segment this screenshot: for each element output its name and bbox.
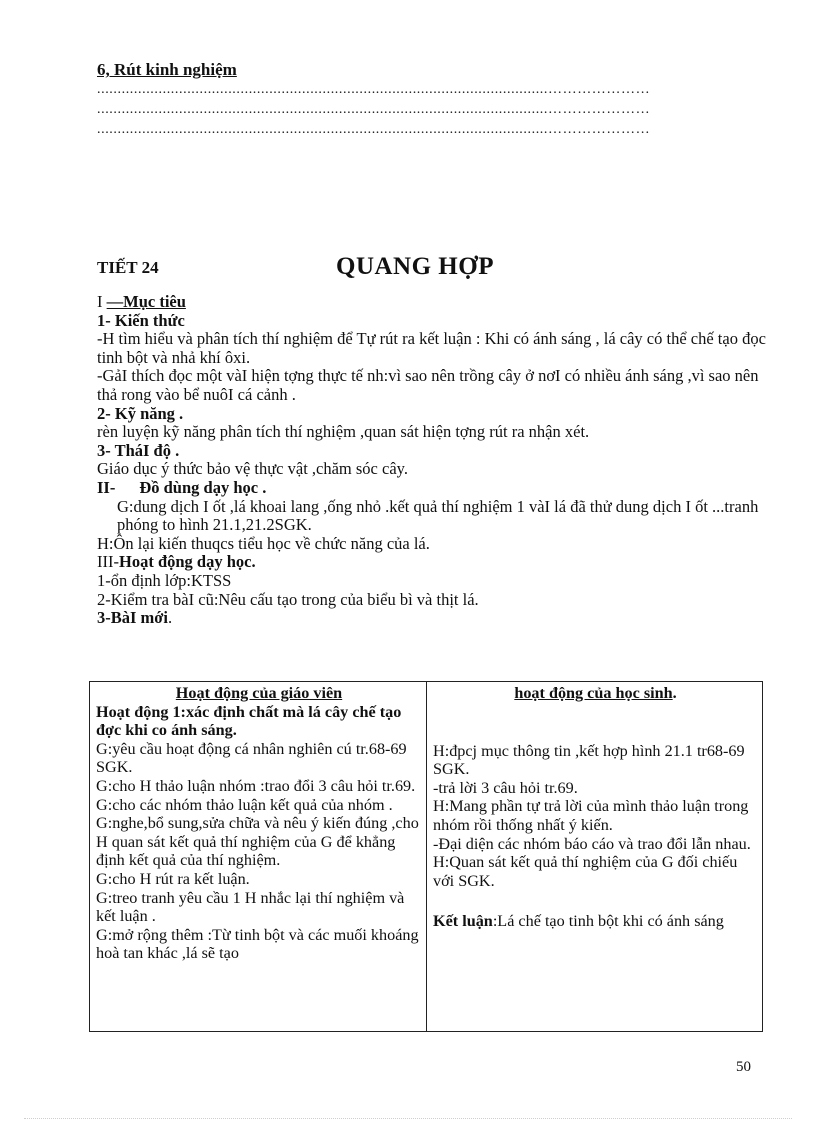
activity-title: Hoạt động 1:xác định chất mà lá cây chế tạo đợc khi co ánh sáng. xyxy=(96,702,402,740)
activities-table xyxy=(89,681,763,1032)
teacher-step: G:cho các nhóm thảo luận kết quả của nhóm . xyxy=(96,795,393,814)
teacher-step: G:mở rộng thêm :Từ tinh bột và các muối khoáng hoà tan khác ,lá sẽ tạo xyxy=(96,925,419,963)
teacher-column-header: Hoạt động của giáo viên xyxy=(175,684,343,702)
teacher-step: G:treo tranh yêu cầu 1 H nhắc lại thí nghiệm và kết luận . xyxy=(96,888,405,926)
page-number: 50 xyxy=(736,1059,751,1075)
student-step: -trả lời 3 câu hỏi tr.69. xyxy=(433,778,578,797)
teacher-step: G:yêu cầu hoạt động cá nhân nghiên cú tr.68-69 SGK. xyxy=(96,739,407,777)
lesson-body xyxy=(97,293,767,628)
skills-heading: 2- Kỹ năng . xyxy=(97,403,184,423)
dotted-line: ..............................................................................................................………………… xyxy=(97,82,651,97)
knowledge-item: -GảI thích đọc một vàI hiện tợng thực tế nh:vì sao nên trồng cây ở nơI có nhiều ánh sáng ,vì sao nên thả rong vào bể nuôI cá cảnh . xyxy=(97,366,759,404)
student-step: H:Quan sát kết quả thí nghiệm của G đối chiếu với SGK. xyxy=(433,853,738,890)
attitude-item: Giáo dục ý thức bảo vệ thực vật ,chăm sóc cây. xyxy=(97,459,408,479)
teacher-step: G:cho H thảo luận nhóm :trao đổi 3 câu hỏi tr.69. xyxy=(96,776,416,795)
knowledge-heading: 1- Kiến thức xyxy=(97,310,185,330)
activities-heading: III-Hoạt động dạy học. xyxy=(97,552,256,572)
activity-item: 3-BàI mới. xyxy=(97,608,173,628)
student-column xyxy=(427,682,763,1032)
student-column-header: hoạt động của học sinh. xyxy=(514,684,677,702)
dotted-line: ..............................................................................................................………………… xyxy=(97,102,651,117)
teacher-step: G:cho H rút ra kết luận. xyxy=(96,869,250,888)
materials-item: H:Ôn lại kiến thuqcs tiểu học về chức năng của lá. xyxy=(97,533,430,553)
student-step: H:Mang phần tự trả lời của mình thảo luận trong nhóm rồi thống nhất ý kiến. xyxy=(433,797,749,834)
conclusion: Kết luận:Lá chế tạo tinh bột khi có ánh sáng xyxy=(433,912,724,931)
section-6-title: 6, Rút kinh nghiệm xyxy=(97,60,237,79)
lesson-title: QUANG HỢP xyxy=(336,253,494,280)
dotted-line: ..............................................................................................................………………… xyxy=(97,122,651,137)
objectives-heading: I —Mục tiêu xyxy=(97,292,186,311)
activity-item: 1-ổn định lớp:KTSS xyxy=(97,570,232,590)
knowledge-item: -H tìm hiểu và phân tích thí nghiệm để Tự rút ra kết luận : Khi có ánh sáng , lá cây có thể chế tạo đọc tinh bột và nhả khí ôxi. xyxy=(97,329,766,367)
teacher-column xyxy=(90,682,427,1032)
student-step: H:đpcj mục thông tin ,kết hợp hình 21.1 tr68-69 SGK. xyxy=(433,741,745,779)
materials-heading: II- Đồ dùng dạy học . xyxy=(97,477,267,497)
teacher-step: G:nghe,bổ sung,sửa chữa và nêu ý kiến đúng ,cho H quan sát kết quả thí nghiệm của G để khẳng định kết quả của thí nghiệm. xyxy=(96,814,419,870)
student-step: -Đại diện các nhóm báo cáo và trao đổi lẫn nhau. xyxy=(433,834,751,853)
attitude-heading: 3- TháI độ . xyxy=(97,440,180,460)
skills-item: rèn luyện kỹ năng phân tích thí nghiệm ,quan sát hiện tợng rút ra nhận xét. xyxy=(97,422,590,442)
lesson-number: TIẾT 24 xyxy=(97,258,159,277)
activity-item: 2-Kiểm tra bàI cũ:Nêu cấu tạo trong của biểu bì và thịt lá. xyxy=(97,589,479,609)
materials-item: G:dung dịch I ốt ,lá khoai lang ,ống nhỏ .kết quả thí nghiệm 1 vàI lá đã thử dung dịch I ốt ...tranh phóng to hình 21.1,21.2SGK. xyxy=(117,496,759,535)
page-edge-divider xyxy=(24,1118,792,1119)
